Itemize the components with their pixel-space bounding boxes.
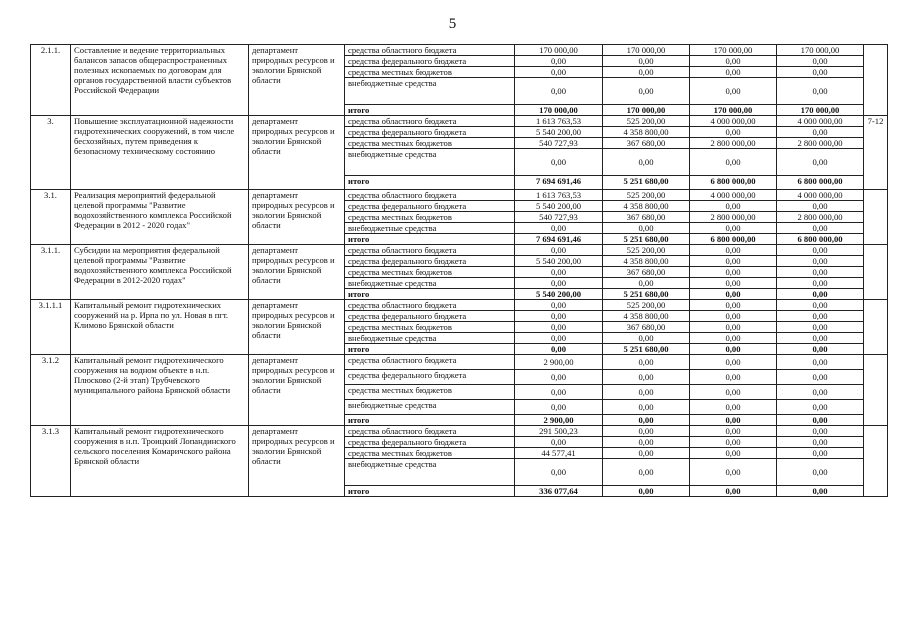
item-number: 3.1.1.1 <box>31 300 71 355</box>
amount-year-2: 0,00 <box>690 370 777 385</box>
amount-total: 0,00 <box>515 322 603 333</box>
amount-total: 0,00 <box>515 78 603 105</box>
indicator-ref <box>864 190 888 245</box>
amount-year-1: 0,00 <box>603 415 690 426</box>
indicator-ref <box>864 300 888 355</box>
amount-year-2: 0,00 <box>690 437 777 448</box>
table-row <box>31 300 888 311</box>
funding-source: средства федерального бюджета <box>345 311 515 322</box>
amount-total: 5 540 200,00 <box>515 289 603 300</box>
amount-year-2: 0,00 <box>690 78 777 105</box>
amount-total: 44 577,41 <box>515 448 603 459</box>
amount-year-3: 170 000,00 <box>777 105 864 116</box>
indicator-ref <box>864 245 888 300</box>
indicator-ref <box>864 426 888 497</box>
funding-source: средства областного бюджета <box>345 45 515 56</box>
amount-year-1: 5 251 680,00 <box>603 234 690 245</box>
amount-year-2: 0,00 <box>690 415 777 426</box>
amount-year-2: 0,00 <box>690 448 777 459</box>
indicator-ref <box>864 45 888 116</box>
funding-source: внебюджетные средства <box>345 333 515 344</box>
amount-year-3: 0,00 <box>777 486 864 497</box>
item-description: Капитальный ремонт гидротехнического сооружения на водном объекте в н.п. Плюсково (2-й этап) Трубчевского муниципального района Брянской области <box>71 355 249 426</box>
amount-year-3: 0,00 <box>777 355 864 370</box>
amount-year-1: 0,00 <box>603 426 690 437</box>
amount-total: 0,00 <box>515 267 603 278</box>
funding-source: средства местных бюджетов <box>345 322 515 333</box>
amount-year-2: 0,00 <box>690 67 777 78</box>
item-executor: департамент природных ресурсов и экологии Брянской области <box>249 300 345 355</box>
amount-total: 0,00 <box>515 370 603 385</box>
amount-year-2: 0,00 <box>690 400 777 415</box>
amount-year-1: 0,00 <box>603 448 690 459</box>
item-executor: департамент природных ресурсов и экологии Брянской области <box>249 426 345 497</box>
amount-year-1: 4 358 800,00 <box>603 201 690 212</box>
amount-year-3: 0,00 <box>777 267 864 278</box>
amount-year-2: 0,00 <box>690 149 777 176</box>
amount-year-1: 0,00 <box>603 78 690 105</box>
amount-year-2: 0,00 <box>690 426 777 437</box>
amount-year-3: 0,00 <box>777 256 864 267</box>
amount-year-2: 2 800 000,00 <box>690 138 777 149</box>
amount-year-2: 0,00 <box>690 127 777 138</box>
amount-year-2: 6 800 000,00 <box>690 234 777 245</box>
amount-total: 0,00 <box>515 437 603 448</box>
amount-year-1: 0,00 <box>603 486 690 497</box>
item-description: Капитальный ремонт гидротехнических сооружений на р. Ирпа по ул. Новая в пгт. Климово Брянской области <box>71 300 249 355</box>
item-description: Повышение эксплуатационной надежности гидротехнических сооружений, в том числе бесхозяйных, путем приведения к безопасному техническому состоянию <box>71 116 249 190</box>
funding-source: средства местных бюджетов <box>345 267 515 278</box>
table-row <box>31 426 888 437</box>
amount-year-3: 0,00 <box>777 278 864 289</box>
amount-year-2: 0,00 <box>690 486 777 497</box>
amount-total: 0,00 <box>515 56 603 67</box>
amount-year-3: 0,00 <box>777 459 864 486</box>
funding-source: средства федерального бюджета <box>345 437 515 448</box>
item-executor: департамент природных ресурсов и экологии Брянской области <box>249 116 345 190</box>
amount-total: 0,00 <box>515 245 603 256</box>
table-row <box>31 245 888 256</box>
amount-year-3: 0,00 <box>777 344 864 355</box>
amount-year-3: 0,00 <box>777 67 864 78</box>
amount-year-1: 170 000,00 <box>603 105 690 116</box>
amount-total: 0,00 <box>515 311 603 322</box>
amount-total: 0,00 <box>515 300 603 311</box>
amount-year-2: 0,00 <box>690 201 777 212</box>
amount-year-1: 367 680,00 <box>603 267 690 278</box>
table-row <box>31 190 888 201</box>
amount-total: 5 540 200,00 <box>515 256 603 267</box>
amount-year-2: 0,00 <box>690 56 777 67</box>
amount-year-3: 0,00 <box>777 426 864 437</box>
amount-year-1: 0,00 <box>603 459 690 486</box>
amount-year-2: 4 000 000,00 <box>690 190 777 201</box>
amount-year-1: 5 251 680,00 <box>603 344 690 355</box>
item-number: 2.1.1. <box>31 45 71 116</box>
amount-year-3: 0,00 <box>777 385 864 400</box>
item-number: 3. <box>31 116 71 190</box>
item-number: 3.1. <box>31 190 71 245</box>
amount-year-1: 367 680,00 <box>603 138 690 149</box>
funding-source: итого <box>345 176 515 190</box>
item-description: Реализация мероприятий федеральной целевой программы "Развитие водохозяйственного комплекса Российской Федерации в 2012 - 2020 годах" <box>71 190 249 245</box>
amount-year-1: 367 680,00 <box>603 322 690 333</box>
amount-year-1: 525 200,00 <box>603 300 690 311</box>
item-number: 3.1.1. <box>31 245 71 300</box>
funding-source: средства областного бюджета <box>345 355 515 370</box>
amount-year-3: 2 800 000,00 <box>777 212 864 223</box>
amount-total: 1 613 763,53 <box>515 116 603 127</box>
amount-year-3: 0,00 <box>777 370 864 385</box>
amount-total: 7 694 691,46 <box>515 234 603 245</box>
amount-year-3: 0,00 <box>777 400 864 415</box>
amount-year-2: 0,00 <box>690 289 777 300</box>
amount-total: 170 000,00 <box>515 105 603 116</box>
amount-year-1: 4 358 800,00 <box>603 256 690 267</box>
amount-year-3: 0,00 <box>777 333 864 344</box>
funding-source: средства федерального бюджета <box>345 256 515 267</box>
amount-year-1: 0,00 <box>603 56 690 67</box>
amount-year-2: 0,00 <box>690 333 777 344</box>
amount-year-3: 6 800 000,00 <box>777 176 864 190</box>
amount-year-2: 0,00 <box>690 245 777 256</box>
funding-source: средства федерального бюджета <box>345 370 515 385</box>
amount-total: 0,00 <box>515 149 603 176</box>
amount-year-3: 0,00 <box>777 149 864 176</box>
funding-source: средства местных бюджетов <box>345 138 515 149</box>
amount-year-1: 0,00 <box>603 67 690 78</box>
amount-year-3: 2 800 000,00 <box>777 138 864 149</box>
amount-year-1: 0,00 <box>603 278 690 289</box>
amount-total: 0,00 <box>515 67 603 78</box>
amount-total: 2 900,00 <box>515 415 603 426</box>
amount-year-2: 0,00 <box>690 278 777 289</box>
amount-year-3: 0,00 <box>777 201 864 212</box>
amount-year-1: 0,00 <box>603 149 690 176</box>
amount-year-2: 0,00 <box>690 322 777 333</box>
amount-total: 7 694 691,46 <box>515 176 603 190</box>
indicator-ref <box>864 355 888 426</box>
amount-total: 0,00 <box>515 400 603 415</box>
amount-year-1: 0,00 <box>603 385 690 400</box>
amount-year-2: 0,00 <box>690 344 777 355</box>
amount-year-1: 0,00 <box>603 355 690 370</box>
amount-year-3: 0,00 <box>777 245 864 256</box>
funding-source: средства местных бюджетов <box>345 448 515 459</box>
table-row <box>31 116 888 127</box>
amount-year-3: 0,00 <box>777 311 864 322</box>
item-executor: департамент природных ресурсов и экологии Брянской области <box>249 45 345 116</box>
funding-source: средства областного бюджета <box>345 116 515 127</box>
amount-total: 5 540 200,00 <box>515 201 603 212</box>
amount-year-1: 525 200,00 <box>603 190 690 201</box>
amount-year-1: 367 680,00 <box>603 212 690 223</box>
funding-source: средства областного бюджета <box>345 426 515 437</box>
amount-year-3: 4 000 000,00 <box>777 190 864 201</box>
amount-total: 2 900,00 <box>515 355 603 370</box>
table-row <box>31 45 888 56</box>
funding-source: итого <box>345 105 515 116</box>
funding-source: средства областного бюджета <box>345 300 515 311</box>
amount-year-1: 5 251 680,00 <box>603 176 690 190</box>
amount-total: 0,00 <box>515 385 603 400</box>
amount-year-2: 4 000 000,00 <box>690 116 777 127</box>
item-number: 3.1.2 <box>31 355 71 426</box>
amount-total: 336 077,64 <box>515 486 603 497</box>
amount-year-2: 0,00 <box>690 300 777 311</box>
funding-source: средства областного бюджета <box>345 190 515 201</box>
amount-total: 291 500,23 <box>515 426 603 437</box>
funding-source: итого <box>345 344 515 355</box>
amount-year-3: 0,00 <box>777 300 864 311</box>
amount-year-3: 170 000,00 <box>777 45 864 56</box>
amount-year-3: 0,00 <box>777 78 864 105</box>
funding-source: средства федерального бюджета <box>345 127 515 138</box>
funding-source: внебюджетные средства <box>345 400 515 415</box>
item-number: 3.1.3 <box>31 426 71 497</box>
amount-year-1: 4 358 800,00 <box>603 311 690 322</box>
amount-total: 0,00 <box>515 344 603 355</box>
item-executor: департамент природных ресурсов и экологии Брянской области <box>249 245 345 300</box>
amount-total: 0,00 <box>515 223 603 234</box>
funding-source: внебюджетные средства <box>345 78 515 105</box>
amount-total: 0,00 <box>515 459 603 486</box>
funding-source: внебюджетные средства <box>345 149 515 176</box>
amount-year-3: 0,00 <box>777 322 864 333</box>
funding-source: средства федерального бюджета <box>345 201 515 212</box>
amount-year-3: 0,00 <box>777 56 864 67</box>
amount-total: 1 613 763,53 <box>515 190 603 201</box>
amount-year-2: 2 800 000,00 <box>690 212 777 223</box>
funding-source: средства местных бюджетов <box>345 67 515 78</box>
amount-year-2: 0,00 <box>690 311 777 322</box>
amount-year-1: 5 251 680,00 <box>603 289 690 300</box>
funding-source: средства местных бюджетов <box>345 212 515 223</box>
amount-total: 540 727,93 <box>515 212 603 223</box>
amount-year-1: 0,00 <box>603 400 690 415</box>
amount-year-2: 0,00 <box>690 267 777 278</box>
amount-year-3: 0,00 <box>777 223 864 234</box>
amount-total: 0,00 <box>515 333 603 344</box>
funding-source: итого <box>345 415 515 426</box>
funding-source: итого <box>345 234 515 245</box>
table-row <box>31 355 888 370</box>
amount-year-2: 6 800 000,00 <box>690 176 777 190</box>
amount-total: 170 000,00 <box>515 45 603 56</box>
funding-source: итого <box>345 289 515 300</box>
amount-year-2: 0,00 <box>690 459 777 486</box>
item-executor: департамент природных ресурсов и экологии Брянской области <box>249 355 345 426</box>
item-description: Капитальный ремонт гидротехнического сооружения в н.п. Троицкий Лопандинского сельского поселения Комаричского района Брянской области <box>71 426 249 497</box>
amount-year-2: 170 000,00 <box>690 45 777 56</box>
budget-table-body <box>31 45 888 497</box>
amount-year-1: 0,00 <box>603 370 690 385</box>
amount-year-1: 0,00 <box>603 223 690 234</box>
amount-total: 5 540 200,00 <box>515 127 603 138</box>
item-executor: департамент природных ресурсов и экологии Брянской области <box>249 190 345 245</box>
funding-source: внебюджетные средства <box>345 459 515 486</box>
amount-year-3: 0,00 <box>777 415 864 426</box>
indicator-ref: 7-12 <box>864 116 888 190</box>
funding-source: внебюджетные средства <box>345 278 515 289</box>
amount-year-2: 0,00 <box>690 355 777 370</box>
funding-source: внебюджетные средства <box>345 223 515 234</box>
funding-source: средства областного бюджета <box>345 245 515 256</box>
amount-year-1: 525 200,00 <box>603 116 690 127</box>
amount-year-2: 0,00 <box>690 256 777 267</box>
amount-year-3: 0,00 <box>777 437 864 448</box>
amount-year-1: 170 000,00 <box>603 45 690 56</box>
amount-total: 0,00 <box>515 278 603 289</box>
amount-year-3: 6 800 000,00 <box>777 234 864 245</box>
amount-year-3: 4 000 000,00 <box>777 116 864 127</box>
funding-source: итого <box>345 486 515 497</box>
funding-source: средства местных бюджетов <box>345 385 515 400</box>
budget-table <box>30 44 888 497</box>
funding-source: средства федерального бюджета <box>345 56 515 67</box>
item-description: Составление и ведение территориальных балансов запасов общераспространенных полезных ископаемых по договорам для органов государственной власти субъектов Российской Федерации <box>71 45 249 116</box>
amount-year-2: 170 000,00 <box>690 105 777 116</box>
amount-total: 540 727,93 <box>515 138 603 149</box>
amount-year-1: 0,00 <box>603 333 690 344</box>
amount-year-1: 0,00 <box>603 437 690 448</box>
page-number: 5 <box>448 16 457 32</box>
amount-year-3: 0,00 <box>777 127 864 138</box>
amount-year-3: 0,00 <box>777 289 864 300</box>
amount-year-1: 525 200,00 <box>603 245 690 256</box>
amount-year-3: 0,00 <box>777 448 864 459</box>
item-description: Субсидии на мероприятия федеральной целевой программы "Развитие водохозяйственного комплекса Российской Федерации в 2012-2020 годах" <box>71 245 249 300</box>
amount-year-2: 0,00 <box>690 385 777 400</box>
amount-year-2: 0,00 <box>690 223 777 234</box>
amount-year-1: 4 358 800,00 <box>603 127 690 138</box>
